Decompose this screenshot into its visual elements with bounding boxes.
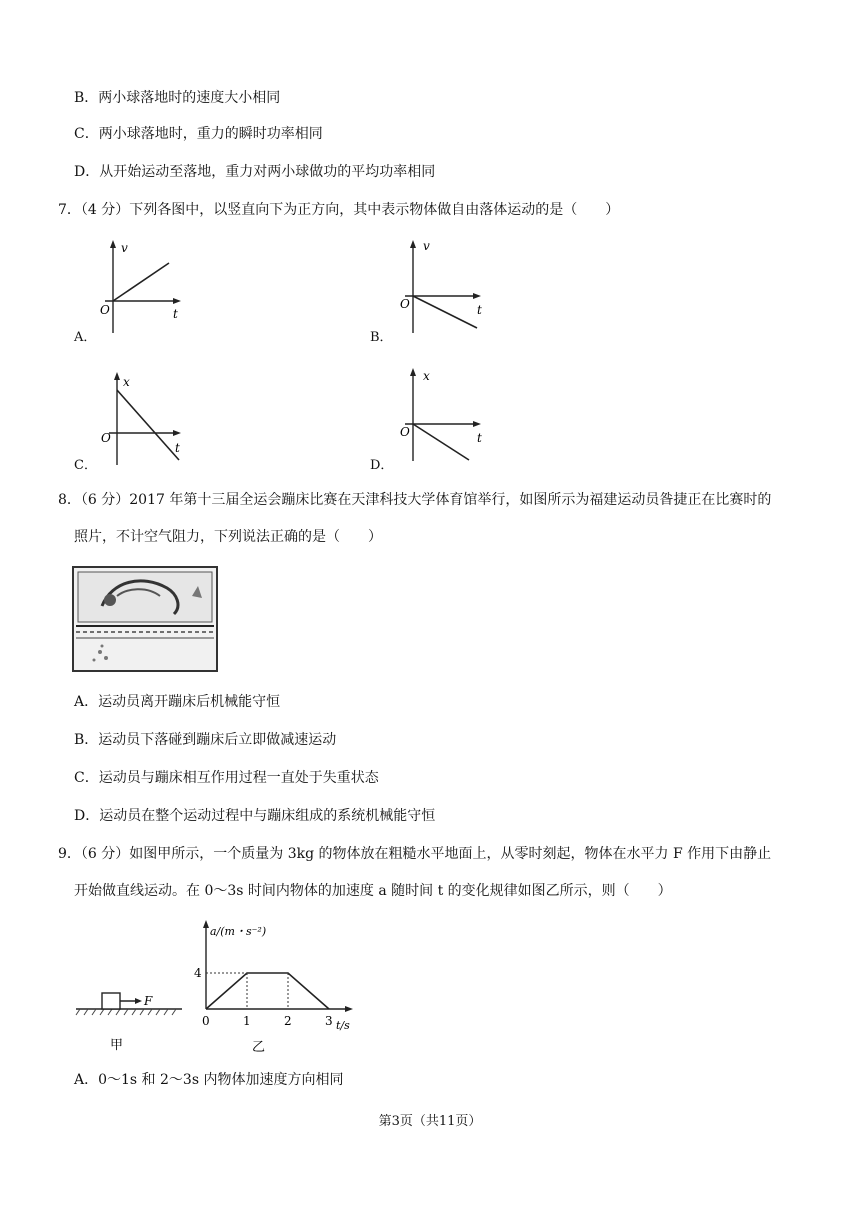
fig-yi-caption: 乙 [252,1040,266,1055]
q8-option-c: C．运动员与蹦床相互作用过程一直处于失重状态 [74,770,379,786]
block [102,993,120,1009]
q7b-v-label: v [423,239,430,253]
q7-graph-c [95,370,195,470]
q9-option-a: A．0～1s 和 2～3s 内物体加速度方向相同 [74,1072,344,1088]
q7b-origin: O [400,297,410,311]
q7-stem: 7．（4 分）下列各图中，以竖直向下为正方向，其中表示物体做自由落体运动的是（ ） [58,202,620,218]
q7b-t-label: t [477,303,482,317]
q7c-origin: O [101,431,111,445]
q9-stem-line2: 开始做直线运动。在 0～3s 时间内物体的加速度 a 随时间 t 的变化规律如图乙所示，则（ ） [74,883,672,899]
q9-stem-line1: 9．（6 分）如图甲所示，一个质量为 3kg 的物体放在粗糙水平地面上，从零时刻起，物体在水平力 F 作用下由静止 [58,846,772,862]
q6-option-b: B．两小球落地时的速度大小相同 [74,90,281,106]
x-axis-label: t/s [336,1019,350,1032]
q7-graph-a [95,238,195,338]
q7-label-b: B． [370,330,393,345]
force-label: F [144,994,153,1008]
q7-graph-d [395,366,505,466]
page-footer: 第3页（共11页） [378,1114,482,1129]
y-tick-4: 4 [194,966,202,980]
y-axis-label: a/(m・s⁻²) [210,925,267,938]
q7c-x-label: x [123,375,130,389]
q7-label-d: D． [370,458,394,473]
series-line [206,973,329,1009]
q7c-t-label: t [175,441,180,455]
trampoline-photo [72,566,218,672]
q7a-origin: O [100,303,110,317]
fig-jia-caption: 甲 [110,1038,124,1053]
q6-option-c: C．两小球落地时，重力的瞬时功率相同 [74,126,323,142]
q7-label-a: A． [74,330,97,345]
q6-option-d: D．从开始运动至落地，重力对两小球做功的平均功率相同 [74,164,436,180]
q8-stem-line1: 8．（6 分）2017 年第十三届全运会蹦床比赛在天津科技大学体育馆举行，如图所示为福建运动员昝捷正在比赛时的 [58,492,772,508]
q8-option-a: A．运动员离开蹦床后机械能守恒 [74,694,281,710]
q8-option-b: B．运动员下落碰到蹦床后立即做减速运动 [74,732,337,748]
q7d-x-label: x [423,369,430,383]
q7-label-c: C． [74,458,97,473]
q7-graph-b [395,238,505,338]
x-tick-2: 2 [284,1014,292,1028]
q8-option-d: D．运动员在整个运动过程中与蹦床组成的系统机械能守恒 [74,808,436,824]
q8-stem-line2: 照片，不计空气阻力，下列说法正确的是（ ） [74,529,382,545]
q7d-origin: O [400,425,410,439]
x-tick-0: 0 [202,1014,210,1028]
fig-jia [72,975,192,1055]
q7a-v-label: v [121,241,128,255]
x-tick-1: 1 [243,1014,251,1028]
q7d-t-label: t [477,431,482,445]
q7a-t-label: t [173,307,178,321]
x-tick-3: 3 [325,1014,333,1028]
at-graph [188,915,368,1055]
